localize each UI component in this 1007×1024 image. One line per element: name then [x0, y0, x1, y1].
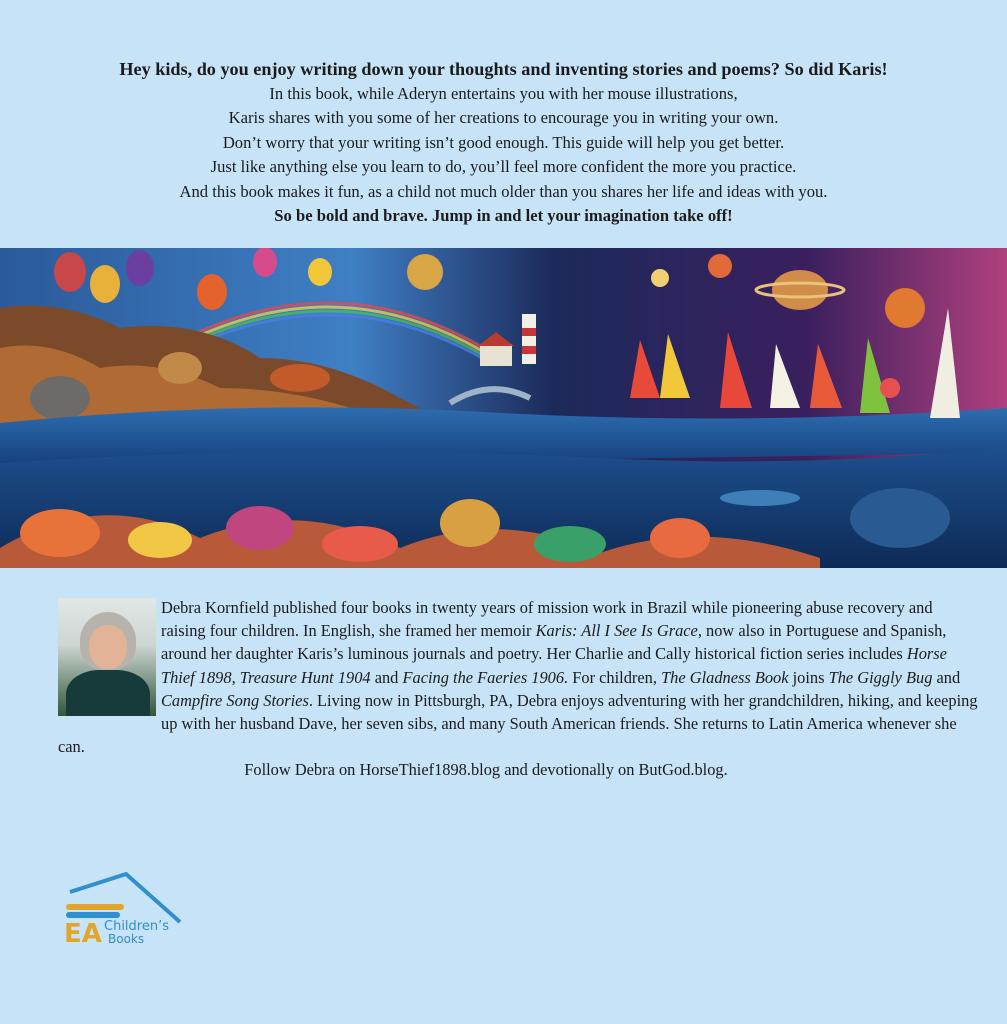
author-photo	[58, 598, 156, 716]
book-title: Horse Thief 1898, Treasure Hunt 1904	[161, 644, 947, 687]
blurb-line: In this book, while Aderyn entertains you with her mouse illustrations,	[269, 84, 738, 103]
blurb-line: Karis shares with you some of her creations to encourage you in writing your own.	[228, 108, 779, 128]
book-title: Facing the Faeries 1906.	[402, 667, 569, 687]
puzzle-panorama-image	[0, 248, 1007, 568]
svg-text:Books: Books	[108, 932, 145, 946]
blurb-closing: So be bold and brave. Jump in and let your imagination take off!	[274, 206, 733, 226]
ea-childrens-books-logo	[62, 868, 184, 948]
follow-line: Follow Debra on HorseThief1898.blog and devotionally on ButGod.blog.	[244, 760, 728, 780]
book-title: The Gladness Book	[661, 667, 789, 687]
blurb-line: And this book makes it fun, as a child not much older than you shares her life and ideas with you.	[179, 181, 828, 201]
book-title: Karis: All I See Is Grace	[535, 621, 698, 641]
blurb-line: Don’t worry that your writing isn’t good enough. This guide will help you get better.	[222, 132, 785, 152]
svg-text:Children’s: Children’s	[104, 919, 169, 934]
book-title: Campfire Song Stories	[161, 690, 309, 710]
bio-text: Debra Kornfield published four books in twenty years of mission work in Brazil while pioneering abuse recovery and raising four children. In English, she framed her memoir Karis: All I See Is Grace, now also in Portuguese and Spanish, around her daughter Karis’s luminous journals and poetry. Her Charlie and Cally historical fiction series includes Horse Thief 1898, Treasure Hunt 1904 and Facing the Faeries 1906. For children, The Gladness Book joins The Giggly Bug and Campfire Song Stories. Living now in Pittsburgh, PA, Debra enjoys adventuring with her grandchildren, hiking, and keeping up with her husband Dave, her seven sibs, and many South American friends. She returns to Latin America whenever she can.	[58, 598, 978, 757]
book-title: The Giggly Bug	[828, 667, 933, 687]
svg-text:EA: EA	[64, 919, 102, 948]
cover-blurb	[0, 56, 1007, 228]
blurb-headline: Hey kids, do you enjoy writing down your thoughts and inventing stories and poems? So did Karis!	[119, 59, 888, 79]
author-bio	[58, 596, 978, 782]
blurb-line: Just like anything else you learn to do, you’ll feel more confident the more you practice.	[210, 157, 797, 177]
